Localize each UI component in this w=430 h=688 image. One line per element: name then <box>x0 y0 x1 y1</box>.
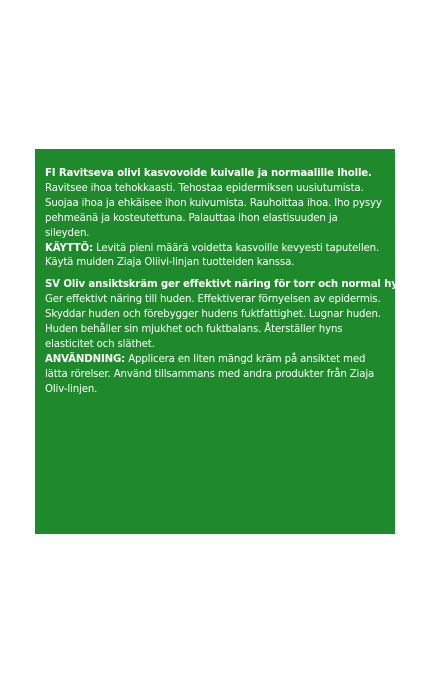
fi-body-line: pehmeänä ja kosteutettuna. Palauttaa ihon elastisuuden ja <box>45 212 338 224</box>
fi-body-line: sileyden. <box>45 227 90 239</box>
sv-section <box>45 278 401 397</box>
fi-body-line: Ravitsee ihoa tehokkaasti. Tehostaa epidermiksen uusiutumista. <box>45 182 364 194</box>
fi-section <box>45 167 387 271</box>
sv-usage-text: Applicera en liten mängd kräm på ansiktet med <box>125 353 366 365</box>
fi-heading: FI Ravitseva olivi kasvovoide kuivalle ja normaalille iholle. <box>45 168 372 179</box>
sv-usage-text: Oliv-linjen. <box>45 383 98 395</box>
fi-body-line: Suojaa ihoa ja ehkäisee ihon kuivumista. Rauhoittaa ihoa. Iho pysyy <box>45 197 382 209</box>
sv-usage-line <box>45 353 387 368</box>
sv-usage-label: ANVÄNDNING: <box>45 353 126 365</box>
fi-usage-text: Levitä pieni määrä voidetta kasvoille kevyesti taputellen. <box>93 242 380 254</box>
sv-heading: SV Oliv ansiktskräm ger effektivt näring för torr och normal hy. <box>45 279 401 291</box>
sv-body-line: elasticitet och släthet. <box>45 338 155 350</box>
sv-body-line: Skyddar huden och förebygger hudens fuktfattighet. Lugnar huden. <box>45 309 381 321</box>
fi-usage-label: KÄYTTÖ: <box>45 242 93 254</box>
sv-body-line: Ger effektivt näring till huden. Effektiverar förnyelsen av epidermis. <box>45 294 381 306</box>
fi-usage-line <box>45 242 387 257</box>
fi-usage-text: Käytä muiden Ziaja Oliivi-linjan tuotteiden kanssa. <box>45 257 295 269</box>
label-panel <box>35 149 401 534</box>
sv-usage-text: lätta rörelser. Använd tillsammans med andra produkter från Ziaja <box>45 368 375 380</box>
sv-body-line: Huden behåller sin mjukhet och fuktbalans. Återställer hyns <box>45 324 343 336</box>
